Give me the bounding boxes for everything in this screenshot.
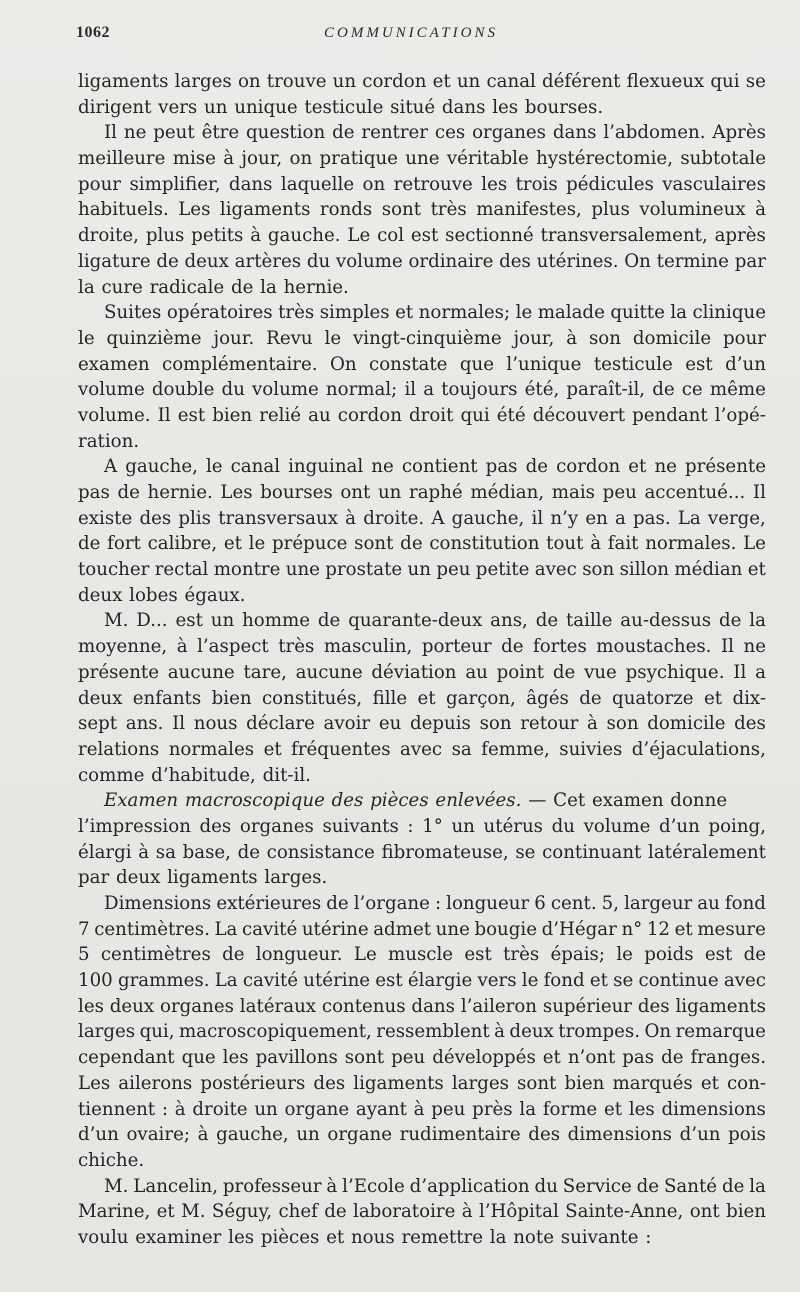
text-line: M. Lancelin, professeur à l’Ecole d’application du Service de Santé de la [104, 1175, 766, 1197]
text-line: toucher rectal montre une prostate un peu petite avec son sillon médian et [78, 559, 766, 581]
text-line [78, 95, 766, 121]
text-line [78, 275, 766, 301]
line-text: dirigent vers un unique testicule situé dans les bourses. [78, 96, 604, 118]
line-text: comme d’habitude, dit-il. [78, 764, 311, 786]
line-text: ration. [78, 430, 140, 452]
text-line: volume double du volume normal; il a toujours été, paraît-il, de ce même [78, 379, 766, 401]
text-line [78, 788, 766, 814]
text-line [78, 429, 766, 455]
text-line: élargi à sa base, de consistance fibromateuse, se continuant latéralement [78, 841, 766, 863]
text-line: existe des plis transversaux à droite. A gauche, il n’y en a pas. La verge, [78, 507, 766, 529]
text-line: Les ailerons postérieurs des ligaments larges sont bien marqués et con- [78, 1072, 766, 1094]
text-line: moyenne, à l’aspect très masculin, porteur de fortes moustaches. Il ne [78, 636, 766, 658]
text-line: le quinzième jour. Revu le vingt-cinquième jour, à son domicile pour [78, 327, 766, 349]
text-line: examen complémentaire. On constate que l’unique testicule est d’un [78, 353, 766, 375]
line-text: voulu examiner les pièces et nous remettre la note suivante : [78, 1226, 652, 1248]
text-line: ligature de deux artères du volume ordinaire des utérines. On termine par [78, 250, 766, 272]
text-line: Il ne peut être question de rentrer ces organes dans l’abdomen. Après [104, 122, 766, 144]
text-line: volume. Il est bien relié au cordon droit qui été découvert pendant l’opé- [78, 404, 766, 426]
text-line: larges qui, macroscopiquement, ressemblent à deux trompes. On remarque [78, 1021, 766, 1043]
text-line: l’impression des organes suivants : 1° un utérus du volume d’un poing, [78, 815, 766, 837]
page-number: 1062 [76, 24, 110, 41]
line-text: — Cet examen donne [521, 790, 728, 812]
text-line: présente aucune tare, aucune déviation au point de vue psychique. Il a [78, 661, 766, 683]
text-line: Marine, et M. Séguy, chef de laboratoire à l’Hôpital Sainte-Anne, ont bien [78, 1201, 766, 1223]
text-line: pas de hernie. Les bourses ont un raphé médian, mais peu accentué... Il [78, 482, 766, 503]
text-line: tiennent : à droite un organe ayant à peu près la forme et les dimensions [78, 1098, 766, 1120]
text-line [78, 1225, 766, 1251]
text-line: M. D... est un homme de quarante-deux ans, de taille au-dessus de la [104, 610, 766, 632]
text-line: habituels. Les ligaments ronds sont très manifestes, plus volumineux à [78, 199, 766, 221]
text-line: ligaments larges on trouve un cordon et un canal déférent flexueux qui se [78, 71, 766, 92]
line-text: la cure radicale de la hernie. [78, 276, 349, 298]
text-line: 100 grammes. La cavité utérine est élargie vers le fond et se continue avec [78, 970, 766, 992]
text-line: cependant que les pavillons sont peu développés et n’ont pas de franges. [78, 1047, 766, 1069]
line-text: deux lobes égaux. [78, 584, 246, 606]
text-line: d’un ovaire; à gauche, un organe rudimentaire des dimensions d’un pois [78, 1124, 766, 1146]
text-line: de fort calibre, et le prépuce sont de constitution tout à fait normales. Le [78, 533, 766, 555]
text-line: meilleure mise à jour, on pratique une véritable hystérectomie, subtotale [78, 148, 766, 170]
text-line: A gauche, le canal inguinal ne contient pas de cordon et ne présente [104, 456, 766, 478]
text-line: Dimensions extérieures de l’organe : longueur 6 cent. 5, largeur au fond [104, 893, 766, 914]
text-line [78, 865, 766, 891]
text-line: Suites opératoires très simples et normales; le malade quitte la clinique [104, 302, 766, 324]
text-line [78, 1148, 766, 1174]
text-line: relations normales et fréquentes avec sa femme, suivies d’éjaculations, [78, 738, 766, 760]
text-line: 7 centimètres. La cavité utérine admet une bougie d’Hégar n° 12 et mesure [78, 918, 766, 940]
text-line: les deux organes latéraux contenus dans l’aileron supérieur des ligaments [78, 995, 766, 1017]
text-line: droite, plus petits à gauche. Le col est sectionné transversalement, après [78, 225, 766, 247]
text-line: pour simplifier, dans laquelle on retrouve les trois pédicules vasculaires [78, 173, 766, 195]
text-line: deux enfants bien constitués, fille et garçon, âgés de quatorze et dix- [78, 687, 766, 709]
line-text: par deux ligaments larges. [78, 867, 328, 889]
text-line [78, 763, 766, 789]
running-head: COMMUNICATIONS [324, 25, 498, 41]
text-line: 5 centimètres de longueur. Le muscle est très épais; le poids est de [78, 944, 766, 966]
text-line: sept ans. Il nous déclare avoir eu depuis son retour à son domicile des [78, 713, 766, 735]
body-text [78, 69, 766, 1251]
italic-heading: Examen macroscopique des pièces enlevées. [104, 790, 522, 812]
text-line [78, 583, 766, 609]
page-header [76, 24, 764, 48]
line-text: chiche. [78, 1149, 145, 1171]
